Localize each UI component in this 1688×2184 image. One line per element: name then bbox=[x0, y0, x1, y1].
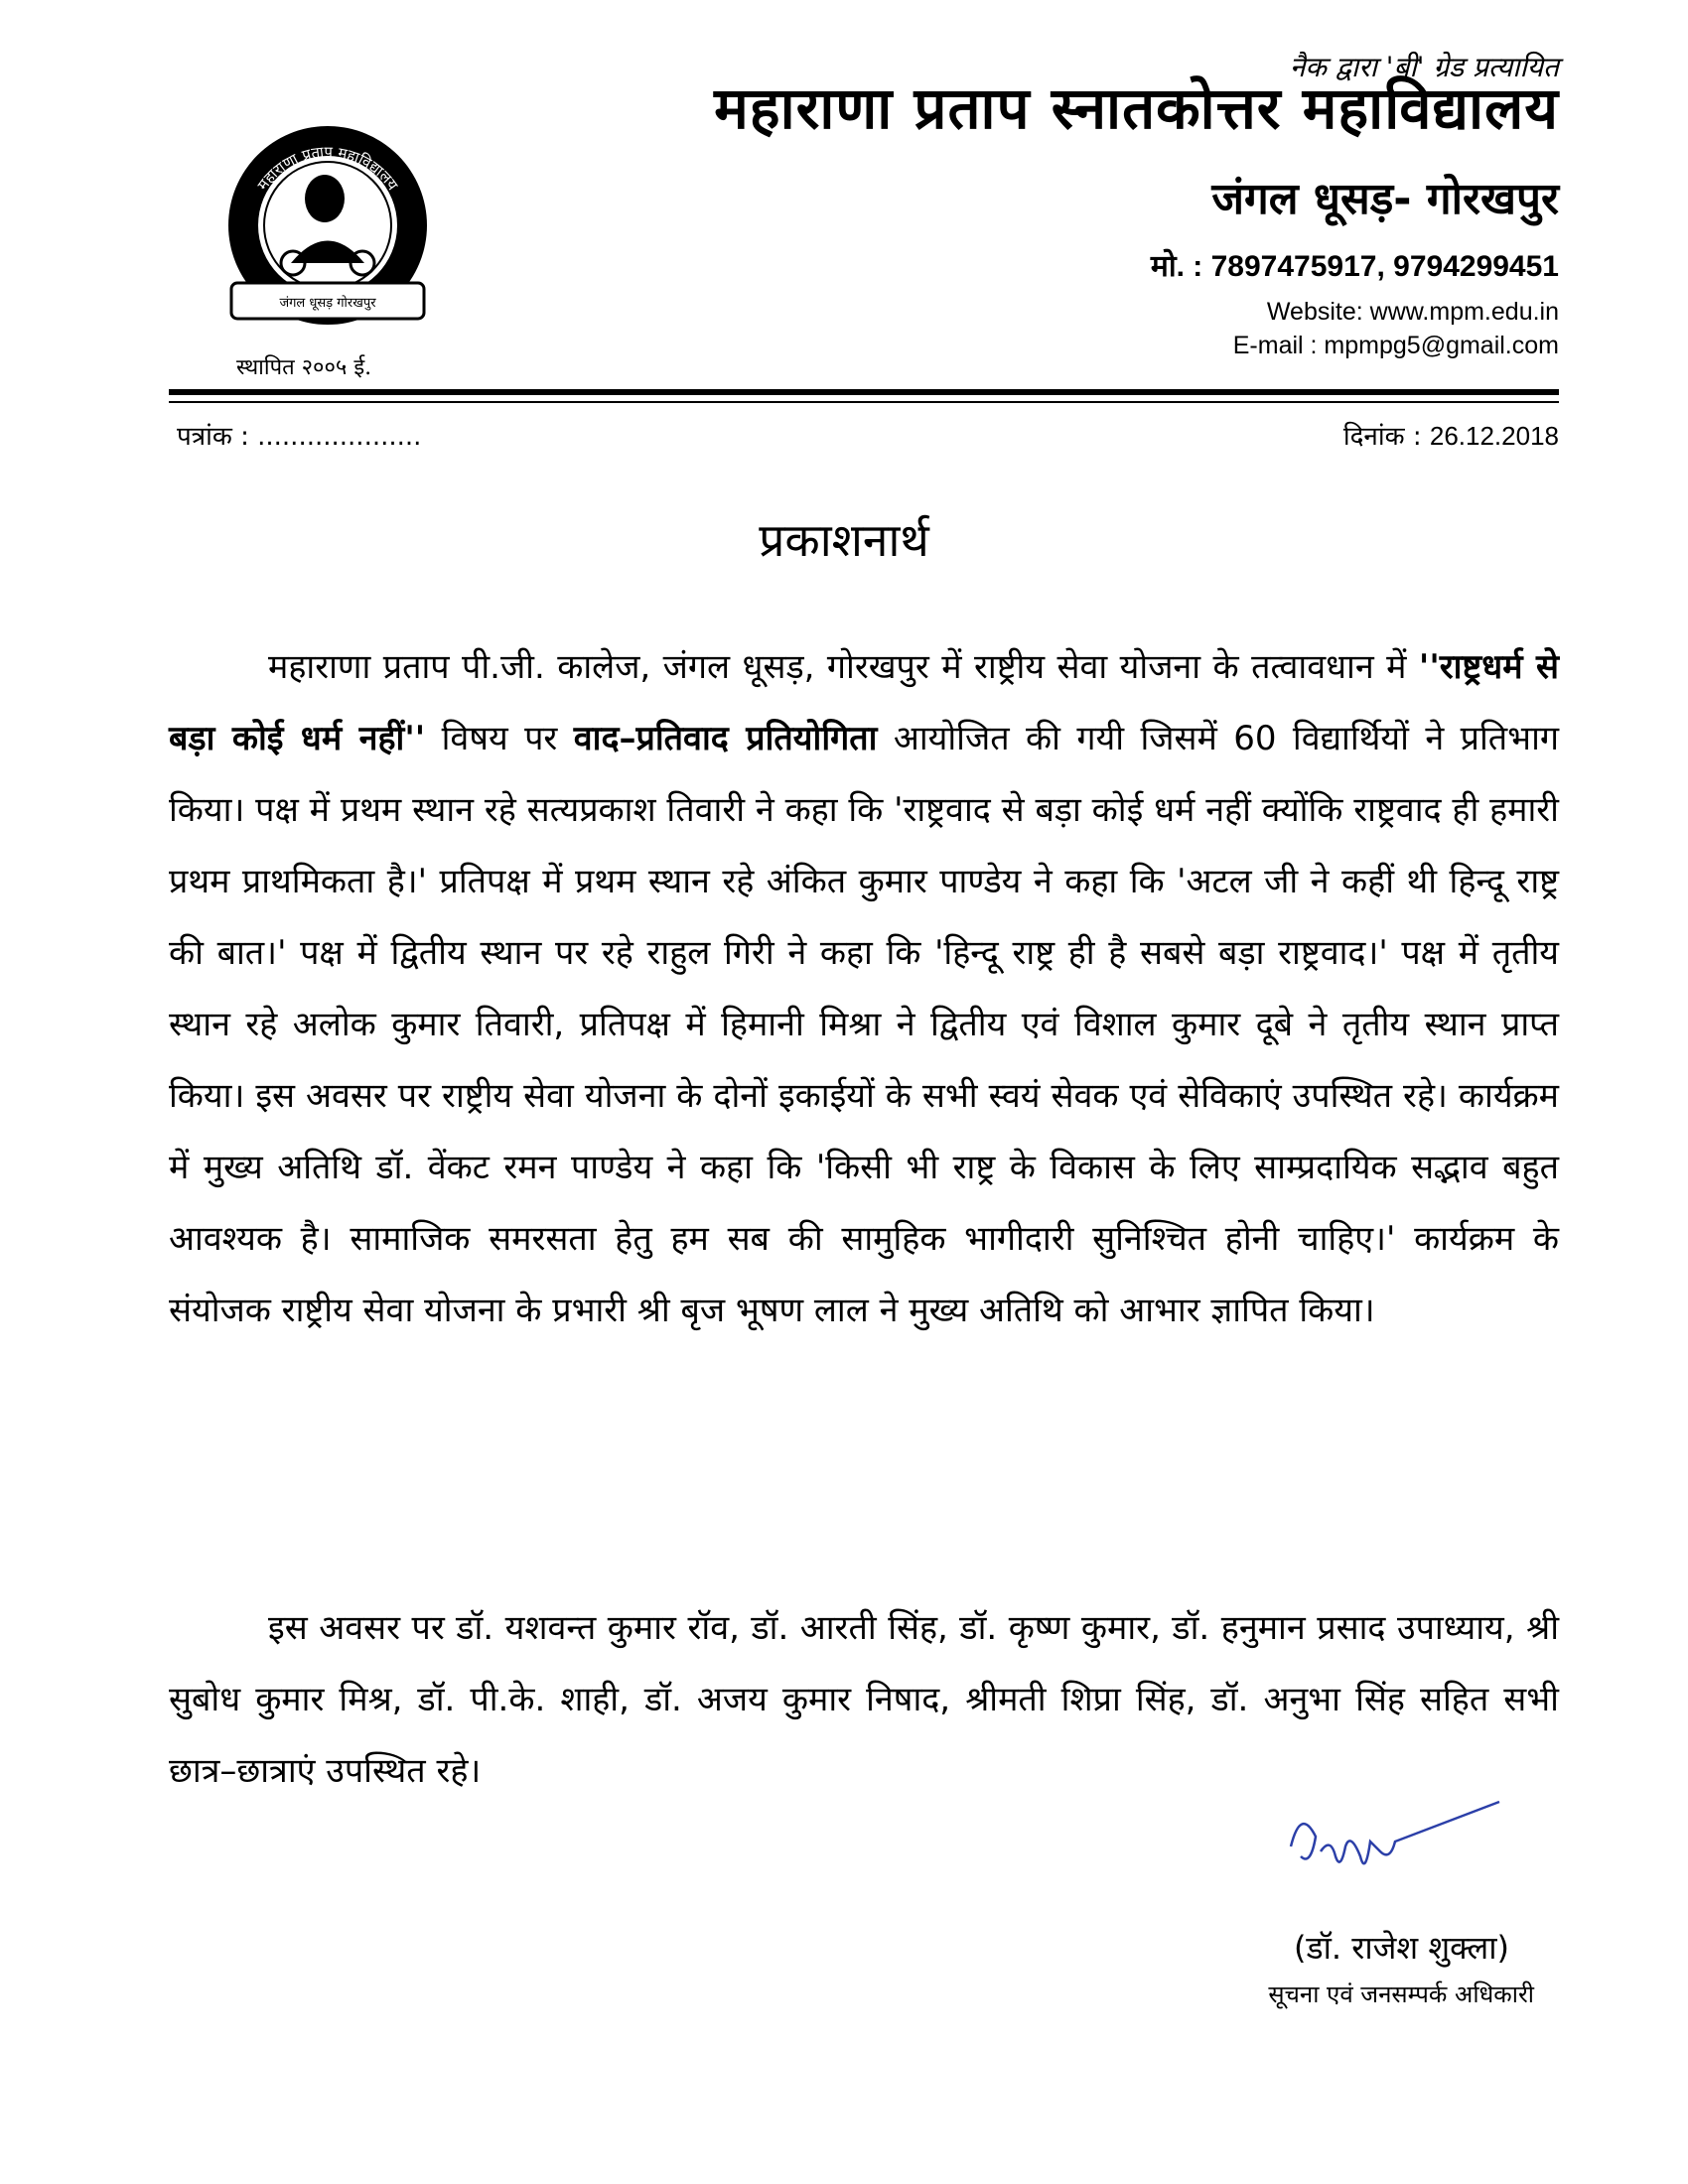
header-divider-thick bbox=[169, 389, 1559, 395]
college-seal-logo bbox=[213, 114, 442, 342]
website-text: Website: www.mpm.edu.in bbox=[1266, 298, 1559, 326]
reference-value: .................... bbox=[257, 422, 422, 452]
handwritten-signature bbox=[1271, 1787, 1509, 1906]
p1-details: आयोजित की गयी जिसमें 60 विद्यार्थियों ने प्रतिभाग किया। पक्ष में प्रथम स्थान रहे सत्यप्रकाश तिवारी ने कहा कि 'राष्ट्रवाद से बड़ा कोई धर्म नहीं क्योंकि राष्ट्रवाद ही हमारी प्रथम प्राथमिकता है।' प्रतिपक्ष में प्रथम स्थान रहे अंकित कुमार पाण्डेय ने कहा कि 'अटल जी ने कहीं थी हिन्दू राष्ट्र की बात।' पक्ष में द्वितीय स्थान पर रहे राहुल गिरी ने कहा कि 'हिन्दू राष्ट्र ही है सबसे बड़ा राष्ट्रवाद।' पक्ष में तृतीय स्थान रहे अलोक कुमार तिवारी, प्रतिपक्ष में हिमानी मिश्रा ने द्वितीय एवं विशाल कुमार दूबे ने तृतीय स्थान प्राप्त किया। इस अवसर पर राष्ट्रीय सेवा योजना के दोनों इकाईयों के सभी स्वयं सेवक एवं सेविकाएं उपस्थित रहे। कार्यक्रम में मुख्य अतिथि डॉ. वेंकट रमन पाण्डेय ने कहा कि 'किसी भी राष्ट्र के विकास के लिए साम्प्रदायिक सद्भाव बहुत आवश्यक है। सामाजिक समरसता हेतु हम सब की सामुहिक भागीदारी सुनिश्चित होनी चाहिए।' कार्यक्रम के संयोजक राष्ट्रीय सेवा योजना के प्रभारी श्री बृज भूषण लाल ने मुख्य अतिथि को आभार ज्ञापित किया। bbox=[169, 719, 1560, 1330]
p1-event: वाद–प्रतिवाद प्रतियोगिता bbox=[573, 719, 878, 758]
email-text: E-mail : mpmpg5@gmail.com bbox=[1232, 332, 1559, 359]
signatory-designation: सूचना एवं जनसम्पर्क अधिकारी bbox=[1268, 1980, 1534, 2008]
reference-number bbox=[177, 417, 421, 453]
date-label: दिनांक : bbox=[1342, 422, 1422, 452]
phone-numbers: 7897475917, 9794299451 bbox=[1210, 250, 1559, 283]
date-value: 26.12.2018 bbox=[1429, 421, 1559, 451]
p1-intro: महाराणा प्रताप पी.जी. कालेज, जंगल धूसड़, गोरखपुर में राष्ट्रीय सेवा योजना के तत्वावधान में bbox=[268, 647, 1419, 687]
press-release-heading: प्रकाशनार्थ bbox=[759, 513, 929, 567]
p1-connector: विषय पर bbox=[425, 719, 574, 758]
college-place: जंगल धूसड़- गोरखपुर bbox=[1211, 174, 1559, 224]
letter-date bbox=[1343, 417, 1559, 453]
phone-line bbox=[1151, 244, 1559, 285]
phone-label: मो. : bbox=[1150, 250, 1203, 283]
svg-text:महाराणा प्रताप महाविद्यालय: महाराणा प्रताप महाविद्यालय bbox=[253, 142, 402, 194]
body-paragraph-2: इस अवसर पर डॉ. यशवन्त कुमार रॉव, डॉ. आरती सिंह, डॉ. कृष्ण कुमार, डॉ. हनुमान प्रसाद उपाध्याय, श्री सुबोध कुमार मिश्र, डॉ. पी.के. शाही, डॉ. अजय कुमार निषाद, श्रीमती शिप्रा सिंह, डॉ. अनुभा सिंह सहित सभी छात्र–छात्राएं उपस्थित रहे। bbox=[169, 1608, 1559, 1791]
accreditation-text: नैक द्वारा 'बी' ग्रेड प्रत्यायित bbox=[1289, 51, 1559, 83]
body-paragraph-1 bbox=[169, 631, 1559, 1346]
p1-topic: ''राष्ट्रधर्म से बड़ा कोई धर्म नहीं'' bbox=[169, 647, 1559, 758]
established-year: स्थापित २००५ ई. bbox=[236, 355, 372, 380]
header-divider-thin bbox=[169, 401, 1559, 403]
signatory-name: (डॉ. राजेश शुक्ला) bbox=[1294, 1929, 1509, 1967]
svg-text:जंगल धूसड़ गोरखपुर: जंगल धूसड़ गोरखपुर bbox=[279, 296, 376, 311]
reference-label: पत्रांक : bbox=[177, 422, 249, 452]
college-name: महाराणा प्रताप स्नातकोत्तर महाविद्यालय bbox=[714, 74, 1559, 142]
